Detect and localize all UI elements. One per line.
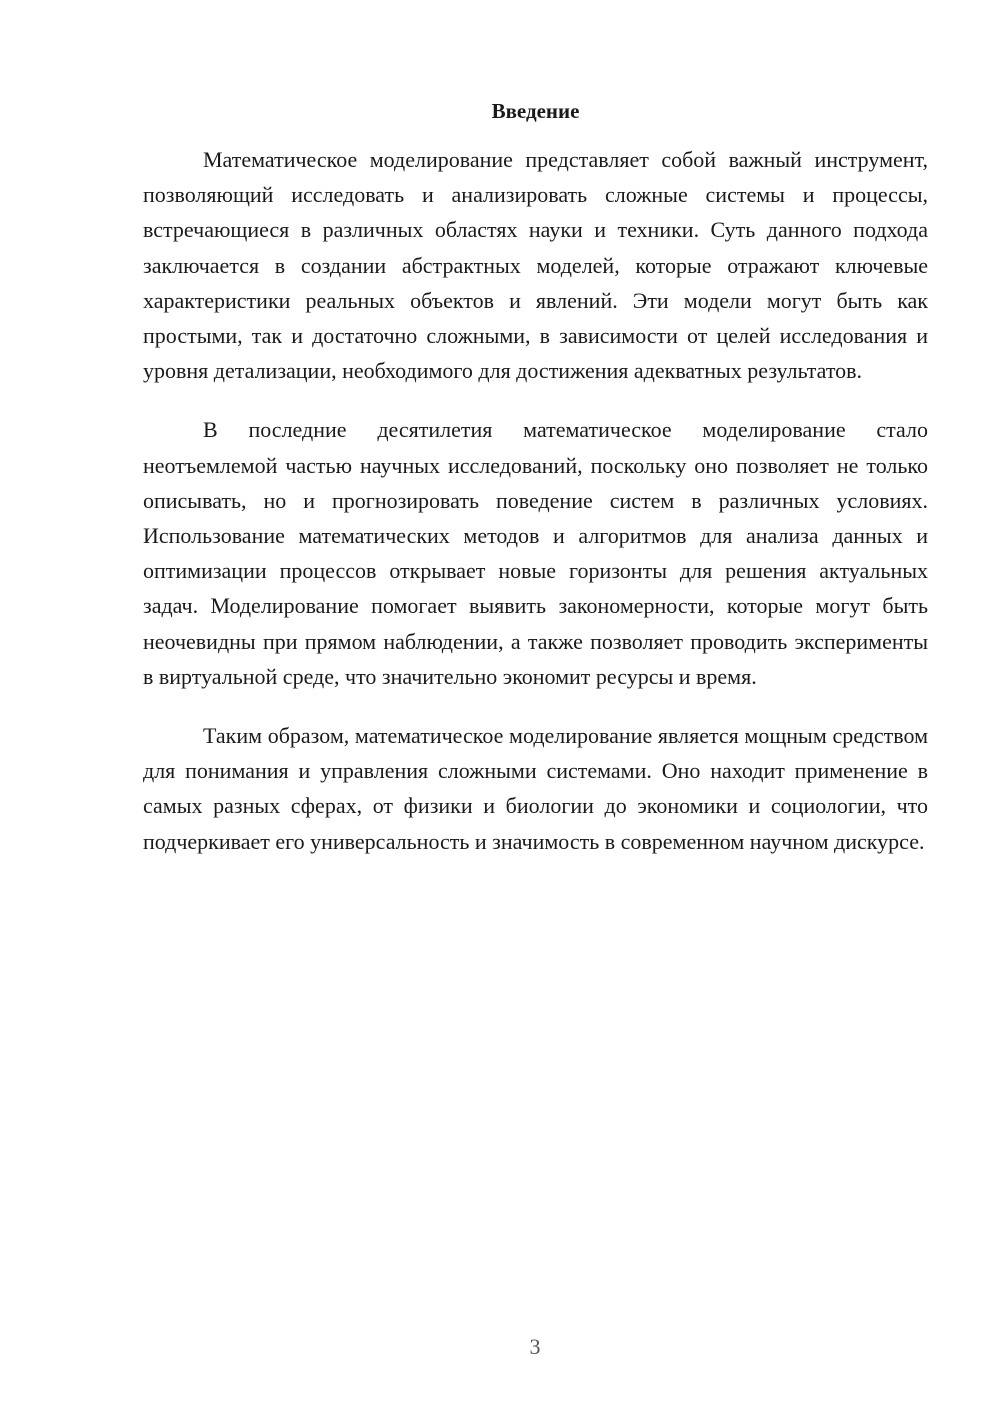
body-text bbox=[143, 142, 928, 883]
section-title: Введение bbox=[491, 99, 580, 123]
page-number: 3 bbox=[529, 1334, 541, 1359]
paragraph-1: Математическое моделирование представляет собой важный инструмент, позволяющий исследовать и анализировать сложные системы и процессы, встречающиеся в различных областях науки и техники. Суть данного подхода заключается в создании абстрактных моделей, которые отражают ключевые характеристики реальных объектов и явлений. Эти модели могут быть как простыми, так и достаточно сложными, в зависимости от целей исследования и уровня детализации, необходимого для достижения адекватных результатов. bbox=[143, 147, 928, 384]
paragraph-3: Таким образом, математическое моделирование является мощным средством для понимания и управления сложными системами. Оно находит применение в самых разных сферах, от физики и биологии до экономики и социологии, что подчеркивает его универсальность и значимость в современном научном дискурсе. bbox=[143, 723, 928, 854]
paragraph-2: В последние десятилетия математическое моделирование стало неотъемлемой частью научных исследований, поскольку оно позволяет не только описывать, но и прогнозировать поведение систем в различных условиях. Использование математических методов и алгоритмов для анализа данных и оптимизации процессов открывает новые горизонты для решения актуальных задач. Моделирование помогает выявить закономерности, которые могут быть неочевидны при прямом наблюдении, а также позволяет проводить эксперименты в виртуальной среде, что значительно экономит ресурсы и время. bbox=[143, 417, 928, 689]
